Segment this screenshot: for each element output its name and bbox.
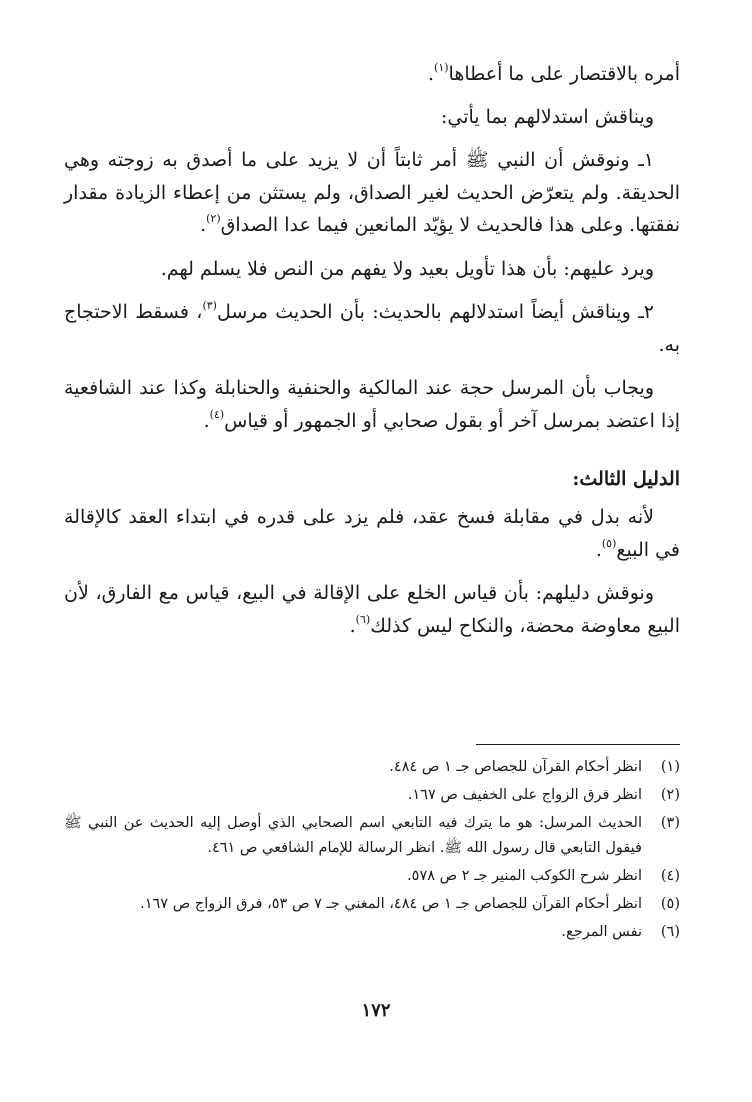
footnote-text: الحديث المرسل: هو ما يترك فيه التابعي اسم الصحابي الذي أوصل إليه الحديث عن النبي ﷺ فيقول التابعي قال رسول الله ﷺ. انظر الرسالة للإمام الشافعي ص ٤٦١. xyxy=(64,815,642,856)
paragraph-7 xyxy=(64,501,680,566)
footnote-text: انظر أحكام القرآن للجصاص جـ ١ ص ٤٨٤. xyxy=(389,759,642,775)
paragraph-5-text: ٢ـ ويناقش أيضاً استدلالهم بالحديث: بأن الحديث مرسل xyxy=(216,301,654,323)
paragraph-6-text: ويجاب بأن المرسل حجة عند المالكية والحنفية والحنابلة وكذا عند الشافعية إذا اعتضد بمرسل آخر أو بقول صحابي أو الجمهور أو قياس xyxy=(64,377,680,432)
footnote-divider xyxy=(476,744,680,745)
paragraph-3-end: . xyxy=(200,214,207,236)
paragraph-8 xyxy=(64,577,680,642)
paragraph-5-text-end: ، فسقط الاحتجاج به. xyxy=(64,301,680,356)
paragraph-7-text: لأنه بدل في مقابلة فسخ عقد، فلم يزد على قدره في ابتداء العقد كالإقالة في البيع xyxy=(64,506,680,561)
paragraph-3 xyxy=(64,144,680,242)
footnote-ref-2[interactable]: (٢) xyxy=(206,212,221,225)
footnote-number: (٤) xyxy=(660,868,680,884)
footnote-ref-6[interactable]: (٦) xyxy=(355,612,371,626)
paragraph-1 xyxy=(64,58,680,91)
page-body xyxy=(64,58,680,653)
footnote-ref-3[interactable]: (٣) xyxy=(202,299,217,312)
paragraph-6-end: . xyxy=(203,409,210,432)
footnote-ref-5[interactable]: (٥) xyxy=(601,536,617,550)
paragraph-8-text: ونوقش دليلهم: بأن قياس الخلع على الإقالة في البيع، قياس مع الفارق، لأن البيع معاوضة محضة، والنكاح ليس كذلك xyxy=(64,582,680,637)
footnote-2 xyxy=(64,783,680,808)
footnote-ref-4[interactable]: (٤) xyxy=(209,407,225,421)
paragraph-1-end: . xyxy=(427,63,435,85)
footnote-number: (٥) xyxy=(660,896,680,912)
paragraph-4: ويرد عليهم: بأن هذا تأويل بعيد ولا يفهم من النص فلا يسلم لهم. xyxy=(160,257,654,280)
footnote-ref-1[interactable]: (١) xyxy=(434,61,449,74)
footnote-5 xyxy=(64,892,680,917)
paragraph-2: ويناقش استدلالهم بما يأتي: xyxy=(440,105,654,128)
footnote-3 xyxy=(64,811,680,861)
footnote-text: انظر شرح الكوكب المنير جـ ٢ ص ٥٧٨. xyxy=(407,868,642,884)
paragraph-7-end: . xyxy=(595,538,602,561)
footnotes-section xyxy=(64,744,680,948)
footnote-text: نفس المرجع. xyxy=(561,924,642,940)
section-heading: الدليل الثالث: xyxy=(572,468,680,490)
footnote-number: (٣) xyxy=(660,815,680,831)
paragraph-5 xyxy=(64,296,680,361)
footnote-number: (١) xyxy=(660,759,680,775)
footnote-number: (٦) xyxy=(660,924,680,940)
footnote-6 xyxy=(64,920,680,945)
footnote-number: (٢) xyxy=(660,787,680,803)
paragraph-3-text: ١ـ ونوقش أن النبي ﷺ أمر ثابتاً أن لا يزيد على ما أصدق به زوجته وهي الحديقة. ولم يتعرّض الحديث لغير الصداق، ولم يستثن من إعطاء الزيادة مقدار نفقتها. وعلى هذا فالحديث لا يؤيّد المانعين فيما عدا الصداق xyxy=(64,149,680,236)
paragraph-1-text: أمره بالاقتصار على ما أعطاها xyxy=(448,63,680,85)
footnote-1 xyxy=(64,755,680,780)
paragraph-8-end: . xyxy=(349,614,356,637)
footnote-text: انظر أحكام القرآن للجصاص جـ ١ ص ٤٨٤، المغني جـ ٧ ص ٥٣، فرق الزواج ص ١٦٧. xyxy=(140,896,642,912)
footnote-4 xyxy=(64,864,680,889)
footnote-text: انظر فرق الزواج على الخفيف ص ١٦٧. xyxy=(407,787,642,803)
page-number: ١٧٢ xyxy=(361,1000,391,1021)
paragraph-6 xyxy=(64,372,680,437)
